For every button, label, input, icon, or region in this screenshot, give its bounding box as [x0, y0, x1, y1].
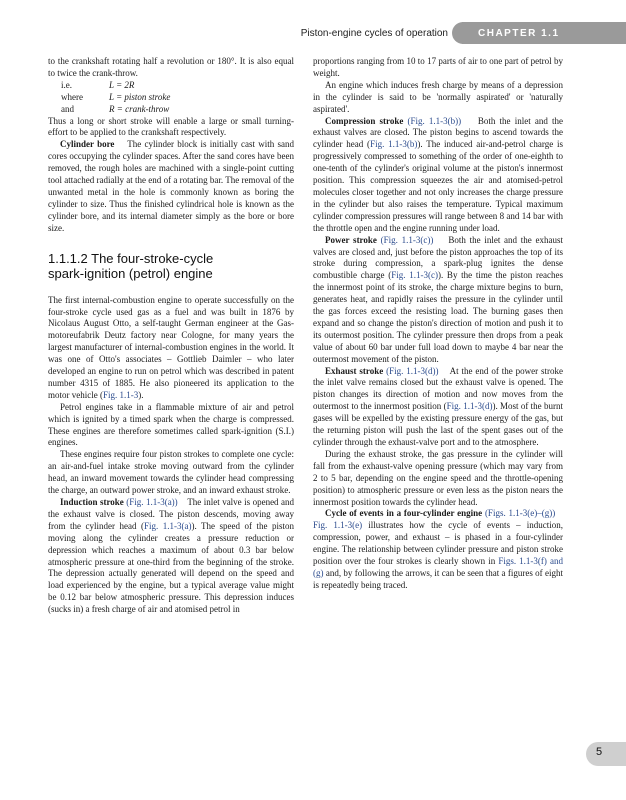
- paragraph-text: The inlet valve is opened and the exhaust valve is closed. The piston descends, moving away from the cylinder head (: [48, 497, 294, 531]
- paragraph-text: Both the inlet and the exhaust valves are closed and, just before the piston approaches the top of its stroke during compression, a spark-plug ignites the dense combustible charge (: [313, 234, 564, 281]
- section-heading-line-1: 1.1.1.2 The four-stroke-cycle: [48, 250, 214, 266]
- figure-reference-link[interactable]: Fig. 1.1-3(b): [370, 139, 418, 150]
- left-column: [48, 56, 294, 616]
- figure-reference-link[interactable]: Fig. 1.1-3(a): [143, 520, 192, 531]
- run-in-heading: Cylinder bore: [60, 139, 115, 150]
- paragraph: to the crankshaft rotating half a revolution or 180°. It is also equal to twice the crank-throw.: [48, 56, 294, 78]
- equation-label: and: [61, 103, 74, 114]
- paragraph-text: The cylinder block is initially cast with sand cores occupying the cylinder spaces. After the sand cores have been removed, the rough holes are machined with a single-point cutting tool attached radially at the end of a rotating bar. The removal of the unwanted metal in the hole is commonly known as boring the cylinder to size. Thus the finished cylindrical hole is known as the cylinder bore, and its internal diameter simply as the bore or bore size.: [48, 139, 294, 233]
- paragraph-text: ). By the time the piston reaches the innermost point of its stroke, the charge mixture begins to burn, generates heat, and rapidly raises the pressure in the cylinder until the gas forces exceed the resisting load. The burning gases then expand and so change the piston's direction of motion and push it to its outermost position. The cylinder pressure then drops from a peak value of about 60 bar under full load down to maybe 4 bar near the outermost movement of the piston.: [313, 270, 563, 364]
- paragraph: proportions ranging from 10 to 17 parts of air to one part of petrol by weight.: [313, 56, 563, 78]
- paragraph-text: ). Most of the burnt gases will be expelled by the existing pressure energy of the gas, but the returning piston will push the last of the spent gases out of the cylinder through the exhaust-valve port and to the atmosphere.: [313, 401, 563, 447]
- paragraph: [313, 235, 563, 366]
- paragraph-text: Both the inlet and the exhaust valves are closed. The piston begins to ascend towards the cylinder head (: [313, 115, 564, 150]
- run-in-heading: Exhaust stroke: [325, 365, 384, 376]
- equation-label: where: [61, 91, 83, 102]
- figure-reference-link[interactable]: Figs. 1.1-3(f) and (g): [313, 556, 563, 578]
- paragraph: Petrol engines take in a flammable mixture of air and petrol which is ignited by a timed spark when the charge is compressed. These engines are therefore sometimes called spark-ignition (S.I.) engines.: [48, 401, 294, 448]
- equation-expression: L = 2R: [109, 79, 135, 90]
- paragraph: [313, 508, 563, 591]
- equation-line: [48, 80, 294, 92]
- section-heading-line-2: spark-ignition (petrol) engine: [48, 265, 213, 281]
- paragraph-text: ). The induced air-and-petrol charge is progressively compressed to something of the order of one-eighth to one-tenth of the cylinder's original volume at the piston's innermost position. This compression squeezes the air and atomised-petrol molecules closer together and not only increases the charge pressure in the cylinder but also raises the temperature. Typical maximum cylinder compression pressures will range between 8 and 14 bar with the throttle open and the engine running under load.: [313, 139, 563, 233]
- equation-label: i.e.: [61, 79, 72, 90]
- run-in-heading: Power stroke: [325, 234, 377, 245]
- equation-line: [48, 92, 294, 104]
- section-heading: [48, 251, 294, 281]
- paragraph-text: illustrates how the cycle of events – induction, compression, power, and exhaust – is phased in a four-cylinder engine. The relationship between cylinder pressure and piston stroke position over the four strokes is clearly shown in: [313, 520, 564, 567]
- page-number: 5: [596, 746, 603, 758]
- figure-reference-link[interactable]: (Fig. 1.1-3(d)): [386, 365, 439, 376]
- figure-reference-link[interactable]: (Fig. 1.1-3(a)): [126, 497, 178, 507]
- run-in-heading: Induction stroke: [60, 497, 124, 507]
- figure-reference-link[interactable]: Fig. 1.1-3(d): [446, 401, 493, 412]
- running-title: Piston-engine cycles of operation: [300, 28, 448, 39]
- paragraph-text: ). The speed of the piston moving along the cylinder creates a pressure reduction or depression which reaches a maximum of about 0.3 bar below atmospheric pressure at one-third from the beginning of the stroke. The depression actually generated will depend on the speed and load experienced by the engine, but a typical average value might be 0.12 bar below atmospheric pressure. This depression induces (sucks in) a fresh charge of air and atomised petrol in: [48, 520, 294, 615]
- figure-reference-link[interactable]: (Figs. 1.1-3(e)–(g)): [484, 508, 556, 519]
- right-column: [313, 56, 563, 592]
- equation-expression: R = crank-throw: [109, 103, 170, 114]
- paragraph-text: At the end of the power stroke the inlet valve remains closed but the exhaust valve is opened. The piston changes its direction of motion and now moves from the outermost to the innermost position (: [313, 365, 563, 412]
- paragraph: [48, 139, 294, 234]
- paragraph: [313, 116, 563, 235]
- chapter-label: CHAPTER 1.1: [478, 28, 560, 39]
- paragraph-text: The first internal-combustion engine to operate successfully on the four-stroke cycle used gas as a fuel and was built in 1876 by Nicolaus August Otto, a self-taught German engineer at the Gas-motoreufabrik Deutz factory near Cologne, for many years the largest manufacturer of internal-combustion engines in the world. It was one of Otto's associates – Gottlieb Daimler – who later developed an engine to run on petrol which was described in patent number 4315 of 1885. He also pioneered its application to the motor vehicle (: [48, 294, 294, 400]
- page-number-tab: [586, 742, 626, 766]
- figure-reference-link[interactable]: Fig. 1.1-3(e): [313, 520, 363, 531]
- paragraph: An engine which induces fresh charge by means of a depression in the cylinder is said to be 'normally aspirated' or 'naturally aspirated'.: [313, 79, 563, 114]
- run-in-heading: Compression stroke: [325, 115, 404, 126]
- equation-expression: L = piston stroke: [109, 91, 171, 102]
- paragraph-text: and, by following the arrows, it can be seen that a figures of eight is repeatedly being traced.: [313, 567, 563, 590]
- paragraph: During the exhaust stroke, the gas pressure in the cylinder will fall from the exhaust-valve opening pressure (which may vary from 2 to 5 bar, depending on the engine speed and the throttle-opening position) to atmospheric pressure or even less as the piston nears the innermost position towards the cylinder head.: [313, 448, 563, 507]
- paragraph-text: ).: [138, 389, 144, 400]
- paragraph: [48, 295, 294, 402]
- paragraph: [48, 497, 294, 616]
- figure-reference-link[interactable]: (Fig. 1.1-3(c)): [380, 234, 434, 245]
- running-header: [0, 0, 626, 44]
- figure-reference-link[interactable]: Fig. 1.1-3(c): [391, 270, 438, 281]
- figure-reference-link[interactable]: (Fig. 1.1-3(b)): [407, 115, 462, 126]
- paragraph: Thus a long or short stroke will enable a large or small turning-effort to be applied to the crankshaft respectively.: [48, 115, 294, 138]
- paragraph: [313, 366, 563, 449]
- figure-reference-link[interactable]: Fig. 1.1-3: [102, 389, 139, 400]
- paragraph: These engines require four piston strokes to complete one cycle: an air-and-fuel intake stroke moving outward from the cylinder head, an inward movement towards the cylinder head compressing the charge, an outward power stroke, and an inward exhaust stroke.: [48, 449, 294, 496]
- equation-line: [48, 104, 294, 116]
- run-in-heading: Cycle of events in a four-cylinder engine: [325, 508, 483, 519]
